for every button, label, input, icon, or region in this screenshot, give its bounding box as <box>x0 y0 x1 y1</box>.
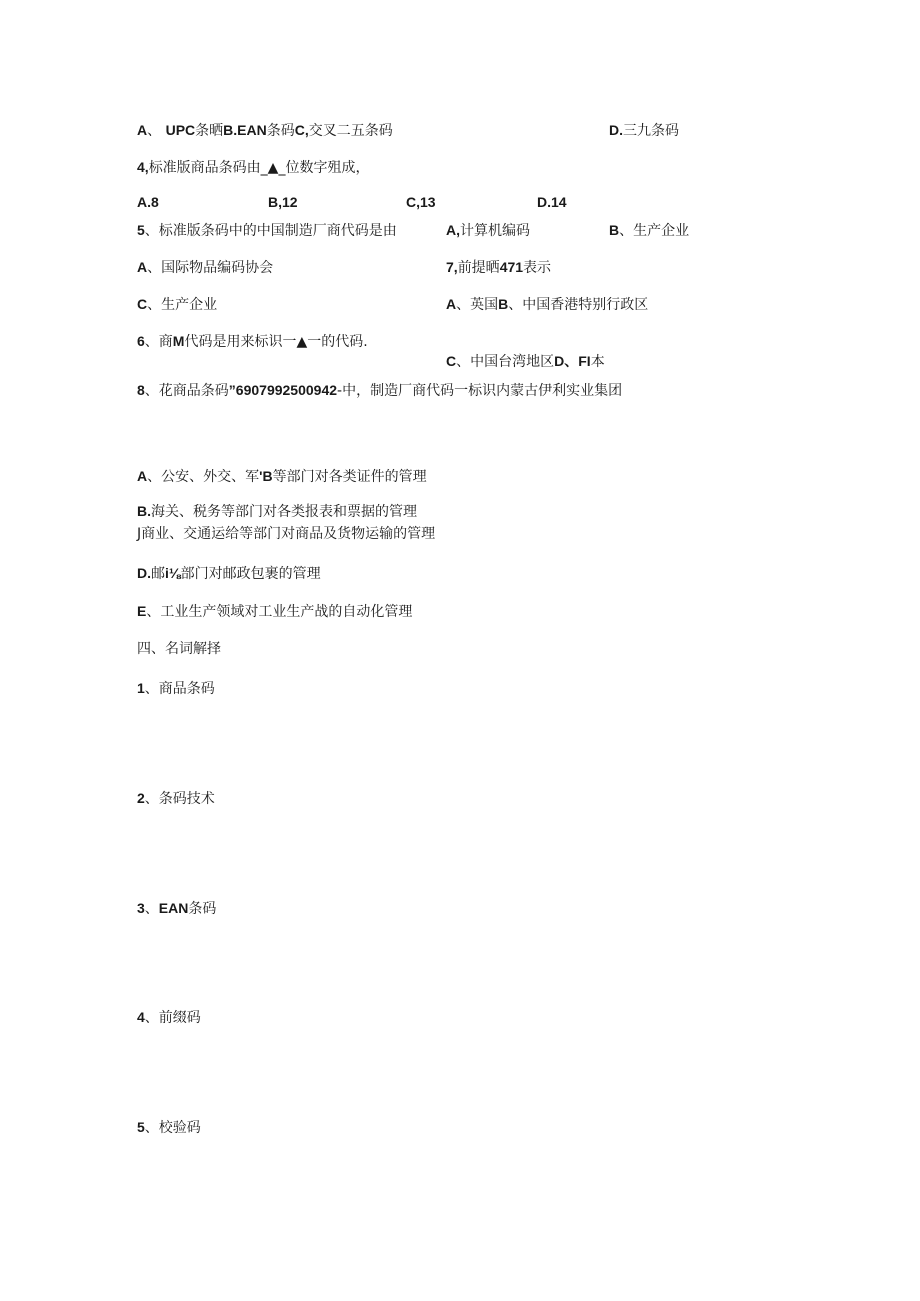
q8-code: ”6907992500942 <box>228 382 338 398</box>
q4-stem <box>137 158 369 177</box>
q7-option-d-letter: D <box>554 353 565 369</box>
multi-option-b-letter: B. <box>137 503 151 519</box>
term-4-number: 4 <box>137 1009 145 1025</box>
q7-number: 7, <box>446 259 458 275</box>
term-5-text: 、校验码 <box>144 1120 201 1136</box>
multi-option-a-text1: 、公安、外交、军 <box>147 469 260 485</box>
term-3-tail: 条码 <box>188 901 217 917</box>
q7-text-before: 前提晒 <box>457 260 500 276</box>
q3-option-a-sep: 、 <box>147 123 162 139</box>
term-2 <box>137 789 215 808</box>
q7-option-d-text: 、FI <box>564 353 591 369</box>
q6-text2: 代码是用来标识一▲一的代码. <box>184 334 368 350</box>
q8-text1: 、花商品条码 <box>144 383 229 399</box>
q3-option-c-letter: C, <box>294 122 309 138</box>
multi-option-e-text: 、工业生产领域对工业生产战的自动化管理 <box>146 604 413 620</box>
term-1-text: 、商品条码 <box>144 681 215 697</box>
q3-option-a-letter: A <box>137 122 148 138</box>
q7-text-after: 表示 <box>523 260 552 276</box>
q3-options-abc <box>137 121 393 140</box>
term-3-text: 、 <box>144 901 159 917</box>
term-3-number: 3 <box>137 900 145 916</box>
term-5-number: 5 <box>137 1119 145 1135</box>
term-3 <box>137 899 216 918</box>
q5-option-d-letter: C <box>137 296 148 312</box>
q7-option-a-text: 、英国 <box>456 297 499 313</box>
q7-options-ab <box>446 295 648 314</box>
q3-option-b-ean: B.EAN <box>223 122 267 138</box>
q4-option-c: C,13 <box>406 194 436 210</box>
q6-text1: 、商 <box>144 334 173 350</box>
q5-option-a-letter: A, <box>446 222 460 238</box>
term-4 <box>137 1008 201 1027</box>
multi-option-d-text2: 部门对邮政包裹的管理 <box>180 566 321 582</box>
q5-option-a <box>446 221 530 240</box>
q7-option-c-text: 、中国台湾地区 <box>456 354 555 370</box>
q8-stem <box>137 381 622 400</box>
q5-option-c <box>137 258 273 277</box>
multi-option-e-letter: E <box>137 603 147 619</box>
q4-text: 标准版商品条码由_▲_位数字殂成， <box>148 160 370 176</box>
multi-option-a <box>137 467 427 486</box>
q3-option-b-text: 条码 <box>266 123 295 139</box>
multi-option-a-letter: A <box>137 468 148 484</box>
q7-option-b-text: 、中国香港特别行政区 <box>508 297 649 313</box>
term-2-text: 、条码技术 <box>144 791 215 807</box>
q7-option-b-letter: B <box>498 296 509 312</box>
term-1 <box>137 679 215 698</box>
multi-option-d-bold2: i⅛ <box>165 565 181 581</box>
q6-stem <box>137 332 368 351</box>
term-4-text: 、前缀码 <box>144 1010 201 1026</box>
q7-options-cd <box>446 352 605 371</box>
q7-option-d-tail: 本 <box>590 354 605 370</box>
term-3-bold: EAN <box>158 900 189 916</box>
q8-text2: -中，制造厂商代码一标识内蒙古伊利实业集团 <box>337 383 623 399</box>
multi-option-d-letter: D. <box>137 565 151 581</box>
q5-option-c-text: 、国际物品编码协会 <box>147 260 274 276</box>
q3-option-d <box>609 121 679 140</box>
q5-option-d-text: 、生产企业 <box>147 297 218 313</box>
multi-option-a-bold2: 'B <box>259 468 273 484</box>
q7-option-c-letter: C <box>446 353 457 369</box>
multi-option-b <box>137 502 417 521</box>
q6-number: 6 <box>137 333 145 349</box>
multi-option-b-text: 海关、税务等部门对各类报表和票据的管理 <box>151 504 417 520</box>
q7-code: 471 <box>499 259 524 275</box>
multi-option-d-text1: 邮 <box>151 566 165 582</box>
q6-bold-m: M <box>172 333 185 349</box>
q7-stem <box>446 258 551 277</box>
q4-option-d: D.14 <box>537 194 567 210</box>
q5-stem <box>137 221 397 240</box>
multi-option-a-text2: 等部门对各类证件的管理 <box>272 469 427 485</box>
term-2-number: 2 <box>137 790 145 806</box>
q3-option-d-text: 三九条码 <box>623 123 679 139</box>
q3-option-a-upc: UPC <box>165 122 196 138</box>
section4-heading: 四、名词解择 <box>137 641 221 657</box>
q4-option-a: A.8 <box>137 194 159 210</box>
term-5 <box>137 1118 201 1137</box>
multi-option-e <box>137 602 412 621</box>
q5-option-c-letter: A <box>137 259 148 275</box>
q5-option-b <box>609 221 689 240</box>
q5-option-a-text: 计算机编码 <box>460 223 530 239</box>
q5-option-d <box>137 295 217 314</box>
q3-option-a-text: 条晒 <box>195 123 224 139</box>
q5-number: 5 <box>137 222 145 238</box>
q7-option-a-letter: A <box>446 296 457 312</box>
q8-number: 8 <box>137 382 145 398</box>
q5-text: 、标准版条码中的中国制造厂商代码是由 <box>144 223 397 239</box>
q3-option-c-text: 交叉二五条码 <box>308 123 393 139</box>
term-1-number: 1 <box>137 680 145 696</box>
multi-option-d <box>137 564 321 583</box>
q5-option-b-letter: B <box>609 222 620 238</box>
q4-number: 4, <box>137 159 149 175</box>
q3-option-d-letter: D. <box>609 122 623 138</box>
multi-option-c: J商业、交通运给等部门对商品及货物运输的管理 <box>137 526 436 542</box>
q5-option-b-text: 、生产企业 <box>619 223 690 239</box>
q4-option-b: B,12 <box>268 194 298 210</box>
